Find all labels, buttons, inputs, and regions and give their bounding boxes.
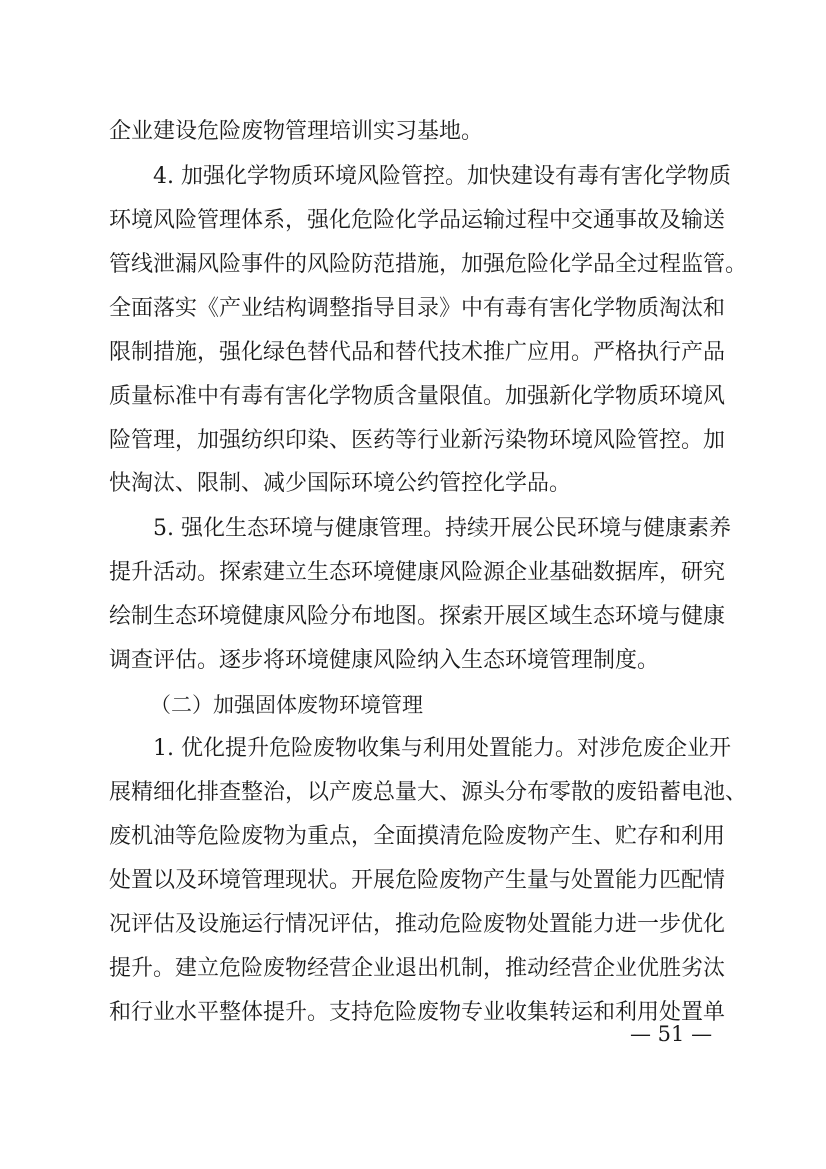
text-line: 废机油等危险废物为重点，全面摸清危险废物产生、贮存和利用 bbox=[109, 824, 726, 849]
text-line: 5. 强化生态环境与健康管理。持续开展公民环境与健康素养 bbox=[153, 516, 731, 541]
text-line: 4. 加强化学物质环境风险管控。加快建设有毒有害化学物质 bbox=[153, 164, 731, 189]
text-line: 环境风险管理体系，强化危险化学品运输过程中交通事故及输送 bbox=[109, 208, 726, 233]
text-line: 快淘汰、限制、减少国际环境公约管控化学品。 bbox=[109, 471, 572, 496]
text-line: 展精细化排查整治，以产废总量大、源头分布零散的废铅蓄电池、 bbox=[109, 780, 748, 805]
text-line: 和行业水平整体提升。支持危险废物专业收集转运和利用处置单 bbox=[109, 1000, 726, 1025]
text-line: 险管理，加强纺织印染、医药等行业新污染物环境风险管控。加 bbox=[109, 428, 726, 453]
text-line: 1. 优化提升危险废物收集与利用处置能力。对涉危废企业开 bbox=[153, 736, 731, 761]
section-heading: （二）加强固体废物环境管理 bbox=[150, 693, 423, 717]
text-line: 绘制生态环境健康风险分布地图。探索开展区域生态环境与健康 bbox=[109, 604, 726, 629]
text-line: 提升。建立危险废物经营企业退出机制，推动经营企业优胜劣汰 bbox=[109, 956, 726, 981]
text-line: 况评估及设施运行情况评估，推动危险废物处置能力进一步优化 bbox=[109, 912, 726, 937]
text-line: 提升活动。探索建立生态环境健康风险源企业基础数据库，研究 bbox=[109, 560, 726, 585]
text-line: 企业建设危险废物管理培训实习基地。 bbox=[109, 119, 484, 144]
text-line: 处置以及环境管理现状。开展危险废物产生量与处置能力匹配情 bbox=[109, 868, 726, 893]
text-line: 管线泄漏风险事件的风险防范措施，加强危险化学品全过程监管。 bbox=[109, 252, 748, 277]
page-number: — 51 — bbox=[630, 1022, 713, 1046]
text-line: 限制措施，强化绿色替代品和替代技术推广应用。严格执行产品 bbox=[109, 340, 726, 365]
text-line: 调查评估。逐步将环境健康风险纳入生态环境管理制度。 bbox=[109, 648, 660, 673]
text-line: 全面落实《产业结构调整指导目录》中有毒有害化学物质淘汰和 bbox=[109, 296, 726, 321]
text-line: 质量标准中有毒有害化学物质含量限值。加强新化学物质环境风 bbox=[109, 384, 726, 409]
